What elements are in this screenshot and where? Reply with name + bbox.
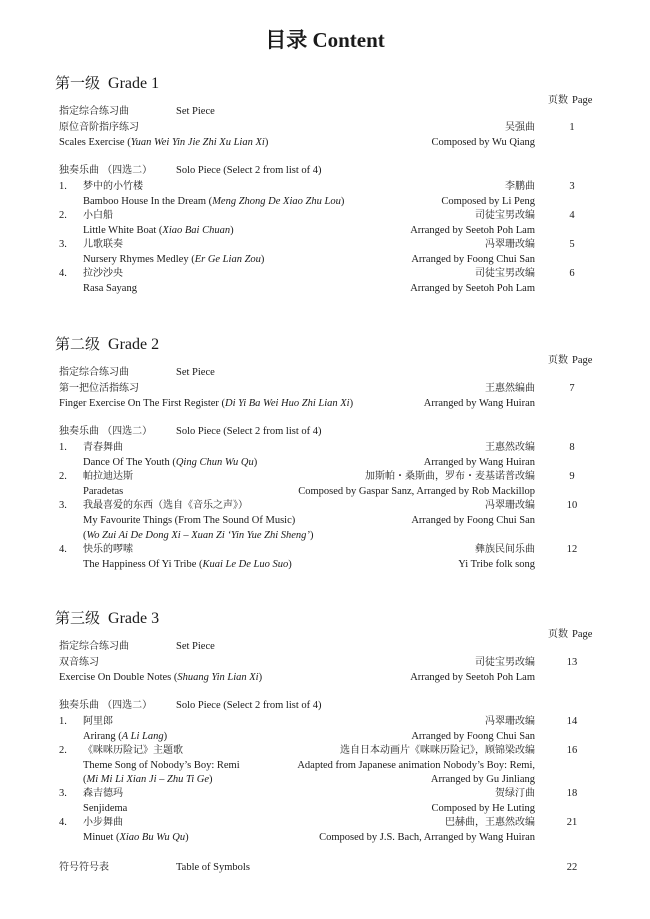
page-label-en: Page	[572, 629, 593, 640]
entry-title-cn: 小步舞曲	[83, 817, 123, 828]
entry-title-en: Rasa Sayang	[83, 283, 137, 294]
entry-title-cn: 帕拉迪达斯	[83, 471, 133, 482]
toc-entry[interactable]	[0, 786, 650, 801]
entry-credit-en: Arranged by Seetoh Poh Lam	[410, 283, 535, 294]
entry-number: 3.	[59, 500, 67, 511]
entry-credit-en: Composed by Gaspar Sanz, Arranged by Rob Mackillop	[298, 486, 535, 497]
entry-credit-cn: 王惠然编曲	[485, 383, 535, 394]
set-piece-label-cn: 指定综合练习曲	[59, 106, 129, 117]
entry-credit-en: Composed by Li Peng	[441, 196, 535, 207]
solo-label-en: Solo Piece (Select 2 from list of 4)	[176, 165, 322, 176]
entry-page-number: 12	[566, 544, 578, 555]
toc-entry-en	[0, 830, 650, 845]
entry-title-en: Finger Exercise On The First Register (Di Yi Ba Wei Huo Zhi Lian Xi)	[59, 398, 354, 409]
solo-label-en: Solo Piece (Select 2 from list of 4)	[176, 426, 322, 437]
solo-label-cn: 独奏乐曲 （四选二）	[59, 165, 153, 176]
entry-title-cn: 《咪咪历险记》主题歌	[83, 745, 183, 756]
entry-credit-cn: 王惠然改编	[485, 442, 535, 453]
toc-entry[interactable]	[0, 655, 650, 670]
entry-credit-en: Composed by Wu Qiang	[431, 137, 535, 148]
solo-piece-header	[0, 163, 650, 178]
entry-page-number: 21	[566, 817, 578, 828]
set-piece-label-en: Set Piece	[176, 106, 215, 117]
toc-entry[interactable]	[0, 179, 650, 194]
entry-credit-en: Arranged by Wang Huiran	[423, 457, 535, 468]
entry-credit-cn: 吴强曲	[505, 122, 535, 133]
entry-credit-en: Arranged by Foong Chui San	[411, 254, 535, 265]
toc-entry-en	[0, 396, 650, 411]
entry-title-cn: 快乐的啰嗦	[83, 544, 133, 555]
entry-title-cn: 阿里郎	[83, 716, 113, 727]
entry-title-cn: 儿歌联奏	[83, 239, 123, 250]
toc-entry-en	[0, 557, 650, 572]
entry-credit-cn: 选自日本动画片《咪咪历险记》，顾锦梁改编	[340, 745, 535, 756]
entry-title-en: Exercise On Double Notes (Shuang Yin Lian Xi)	[59, 672, 263, 683]
entry-title-en: Senjidema	[83, 803, 128, 814]
entry-title-en: The Happiness Of Yi Tribe (Kuai Le De Luo Suo)	[83, 559, 292, 570]
symbols-label-cn: 符号符号表	[59, 862, 109, 873]
entry-title-en: Paradetas	[83, 486, 124, 497]
entry-title-cn: 青春舞曲	[83, 442, 123, 453]
solo-piece-header	[0, 698, 650, 713]
entry-title-en: Dance Of The Youth (Qing Chun Wu Qu)	[83, 457, 258, 468]
entry-number: 3.	[59, 239, 67, 250]
entry-number: 2.	[59, 745, 67, 756]
entry-page-number: 1	[569, 122, 575, 133]
toc-entry-en	[0, 758, 650, 773]
page-label-cn: 页数	[548, 629, 568, 640]
toc-entry-en	[0, 801, 650, 816]
toc-entry[interactable]	[0, 498, 650, 513]
grade-heading	[55, 333, 159, 354]
grade-heading-cn: 第三级	[55, 609, 101, 627]
entry-title-en: Little White Boat (Xiao Bai Chuan)	[83, 225, 234, 236]
toc-entry[interactable]	[0, 440, 650, 455]
entry-page-number: 18	[566, 788, 578, 799]
toc-entry-en-pinyin	[0, 528, 650, 543]
entry-title-en: Nursery Rhymes Medley (Er Ge Lian Zou)	[83, 254, 265, 265]
entry-credit-cn: 冯翠珊改编	[485, 716, 535, 727]
entry-credit-cn: 司徒宝男改编	[475, 210, 535, 221]
entry-title-pinyin: (Mi Mi Li Xian Ji – Zhu Ti Ge)	[83, 774, 213, 785]
grade-heading	[55, 72, 159, 93]
entry-page-number: 22	[566, 862, 578, 873]
symbols-label-en: Table of Symbols	[176, 862, 250, 873]
page-label-cn: 页数	[548, 95, 568, 106]
page-column-label	[548, 625, 592, 640]
toc-entry[interactable]	[0, 469, 650, 484]
toc-entry[interactable]	[0, 714, 650, 729]
entry-title-cn: 小白船	[83, 210, 113, 221]
entry-page-number: 3	[569, 181, 575, 192]
entry-page-number: 13	[566, 657, 578, 668]
entry-title-en: Arirang (A Li Lang)	[83, 731, 168, 742]
entry-number: 1.	[59, 442, 67, 453]
toc-entry[interactable]	[0, 743, 650, 758]
entry-title-en: Scales Exercise (Yuan Wei Yin Jie Zhi Xu Lian Xi)	[59, 137, 269, 148]
toc-entry[interactable]	[0, 815, 650, 830]
entry-title-en: Theme Song of Nobody’s Boy: Remi	[83, 760, 240, 771]
grade-heading-cn: 第二级	[55, 335, 101, 353]
entry-page-number: 16	[566, 745, 578, 756]
entry-title-en: Bamboo House In the Dream (Meng Zhong De Xiao Zhu Lou)	[83, 196, 345, 207]
set-piece-label-cn: 指定综合练习曲	[59, 641, 129, 652]
toc-entry-en-pinyin	[0, 772, 650, 787]
page-label-cn: 页数	[548, 355, 568, 366]
toc-entry[interactable]	[0, 381, 650, 396]
entry-page-number: 4	[569, 210, 575, 221]
set-piece-header	[0, 104, 650, 119]
entry-page-number: 5	[569, 239, 575, 250]
entry-credit-en: Adapted from Japanese animation Nobody’s Boy: Remi,	[297, 760, 535, 771]
entry-title-cn: 我最喜爱的东西（选自《音乐之声》）	[83, 500, 248, 511]
entry-number: 4.	[59, 268, 67, 279]
grade-heading-en: Grade 1	[108, 75, 160, 92]
toc-entry-symbols[interactable]	[0, 860, 650, 875]
entry-credit-cn: 巴赫曲，王惠然改编	[445, 817, 535, 828]
entry-title-cn: 拉沙沙央	[83, 268, 123, 279]
grade-heading	[55, 607, 159, 628]
toc-entry[interactable]	[0, 120, 650, 135]
toc-entry[interactable]	[0, 237, 650, 252]
solo-label-en: Solo Piece (Select 2 from list of 4)	[176, 700, 322, 711]
entry-title-cn: 梦中的小竹楼	[83, 181, 143, 192]
entry-page-number: 9	[569, 471, 575, 482]
entry-credit-cn: 彝族民间乐曲	[475, 544, 535, 555]
solo-label-cn: 独奏乐曲 （四选二）	[59, 700, 153, 711]
entry-number: 4.	[59, 817, 67, 828]
set-piece-label-en: Set Piece	[176, 367, 215, 378]
entry-number: 4.	[59, 544, 67, 555]
toc-entry-en	[0, 455, 650, 470]
entry-page-number: 14	[566, 716, 578, 727]
page-label-en: Page	[572, 355, 593, 366]
grade-heading-en: Grade 3	[108, 610, 160, 627]
entry-page-number: 7	[569, 383, 575, 394]
entry-credit-en-line2: Arranged by Gu Jinliang	[430, 774, 535, 785]
toc-entry-en	[0, 223, 650, 238]
entry-credit-cn: 李鹏曲	[505, 181, 535, 192]
toc-entry[interactable]	[0, 208, 650, 223]
set-piece-header	[0, 639, 650, 654]
entry-credit-en: Composed by He Luting	[431, 803, 535, 814]
entry-credit-en: Arranged by Seetoh Poh Lam	[410, 225, 535, 236]
toc-entry-en	[0, 670, 650, 685]
entry-number: 1.	[59, 716, 67, 727]
grade-heading-en: Grade 2	[108, 336, 160, 353]
toc-entry-en	[0, 281, 650, 296]
entry-credit-en: Arranged by Wang Huiran	[423, 398, 535, 409]
entry-page-number: 10	[566, 500, 578, 511]
entry-credit-cn: 冯翠珊改编	[485, 239, 535, 250]
entry-credit-cn: 冯翠珊改编	[485, 500, 535, 511]
entry-credit-cn: 贺绿汀曲	[495, 788, 535, 799]
entry-title-cn: 原位音阶指序练习	[59, 122, 139, 133]
page-column-label	[548, 351, 592, 366]
entry-credit-en: Yi Tribe folk song	[458, 559, 535, 570]
entry-title-en: My Favourite Things (From The Sound Of Music)	[83, 515, 296, 526]
entry-number: 1.	[59, 181, 67, 192]
entry-title-cn: 第一把位活指练习	[59, 383, 139, 394]
entry-title-cn: 双音练习	[59, 657, 99, 668]
toc-entry-en	[0, 729, 650, 744]
set-piece-label-en: Set Piece	[176, 641, 215, 652]
page-title: 目录 Content	[265, 28, 385, 52]
grade-heading-cn: 第一级	[55, 74, 101, 92]
entry-credit-en: Arranged by Seetoh Poh Lam	[410, 672, 535, 683]
entry-credit-cn: 加斯帕・桑斯曲，罗布・麦基诺普改编	[365, 471, 535, 482]
solo-piece-header	[0, 424, 650, 439]
entry-number: 3.	[59, 788, 67, 799]
entry-title-cn: 森吉德玛	[83, 788, 123, 799]
entry-number: 2.	[59, 210, 67, 221]
toc-entry-en	[0, 252, 650, 267]
entry-credit-cn: 司徒宝男改编	[475, 657, 535, 668]
toc-entry-en	[0, 484, 650, 499]
page-label-en: Page	[572, 95, 593, 106]
entry-title-en: Minuet (Xiao Bu Wu Qu)	[83, 832, 189, 843]
entry-credit-en: Composed by J.S. Bach, Arranged by Wang Huiran	[319, 832, 535, 843]
entry-page-number: 8	[569, 442, 575, 453]
toc-entry-en	[0, 194, 650, 209]
entry-credit-en: Arranged by Foong Chui San	[411, 515, 535, 526]
entry-number: 2.	[59, 471, 67, 482]
toc-entry-en	[0, 135, 650, 150]
solo-label-cn: 独奏乐曲 （四选二）	[59, 426, 153, 437]
set-piece-header	[0, 365, 650, 380]
toc-entry[interactable]	[0, 266, 650, 281]
toc-entry[interactable]	[0, 542, 650, 557]
toc-entry-en	[0, 513, 650, 528]
entry-title-pinyin: (Wo Zui Ai De Dong Xi – Xuan Zi ‘Yin Yue Zhi Sheng’)	[83, 530, 314, 541]
set-piece-label-cn: 指定综合练习曲	[59, 367, 129, 378]
entry-credit-cn: 司徒宝男改编	[475, 268, 535, 279]
entry-page-number: 6	[569, 268, 575, 279]
entry-credit-en: Arranged by Foong Chui San	[411, 731, 535, 742]
